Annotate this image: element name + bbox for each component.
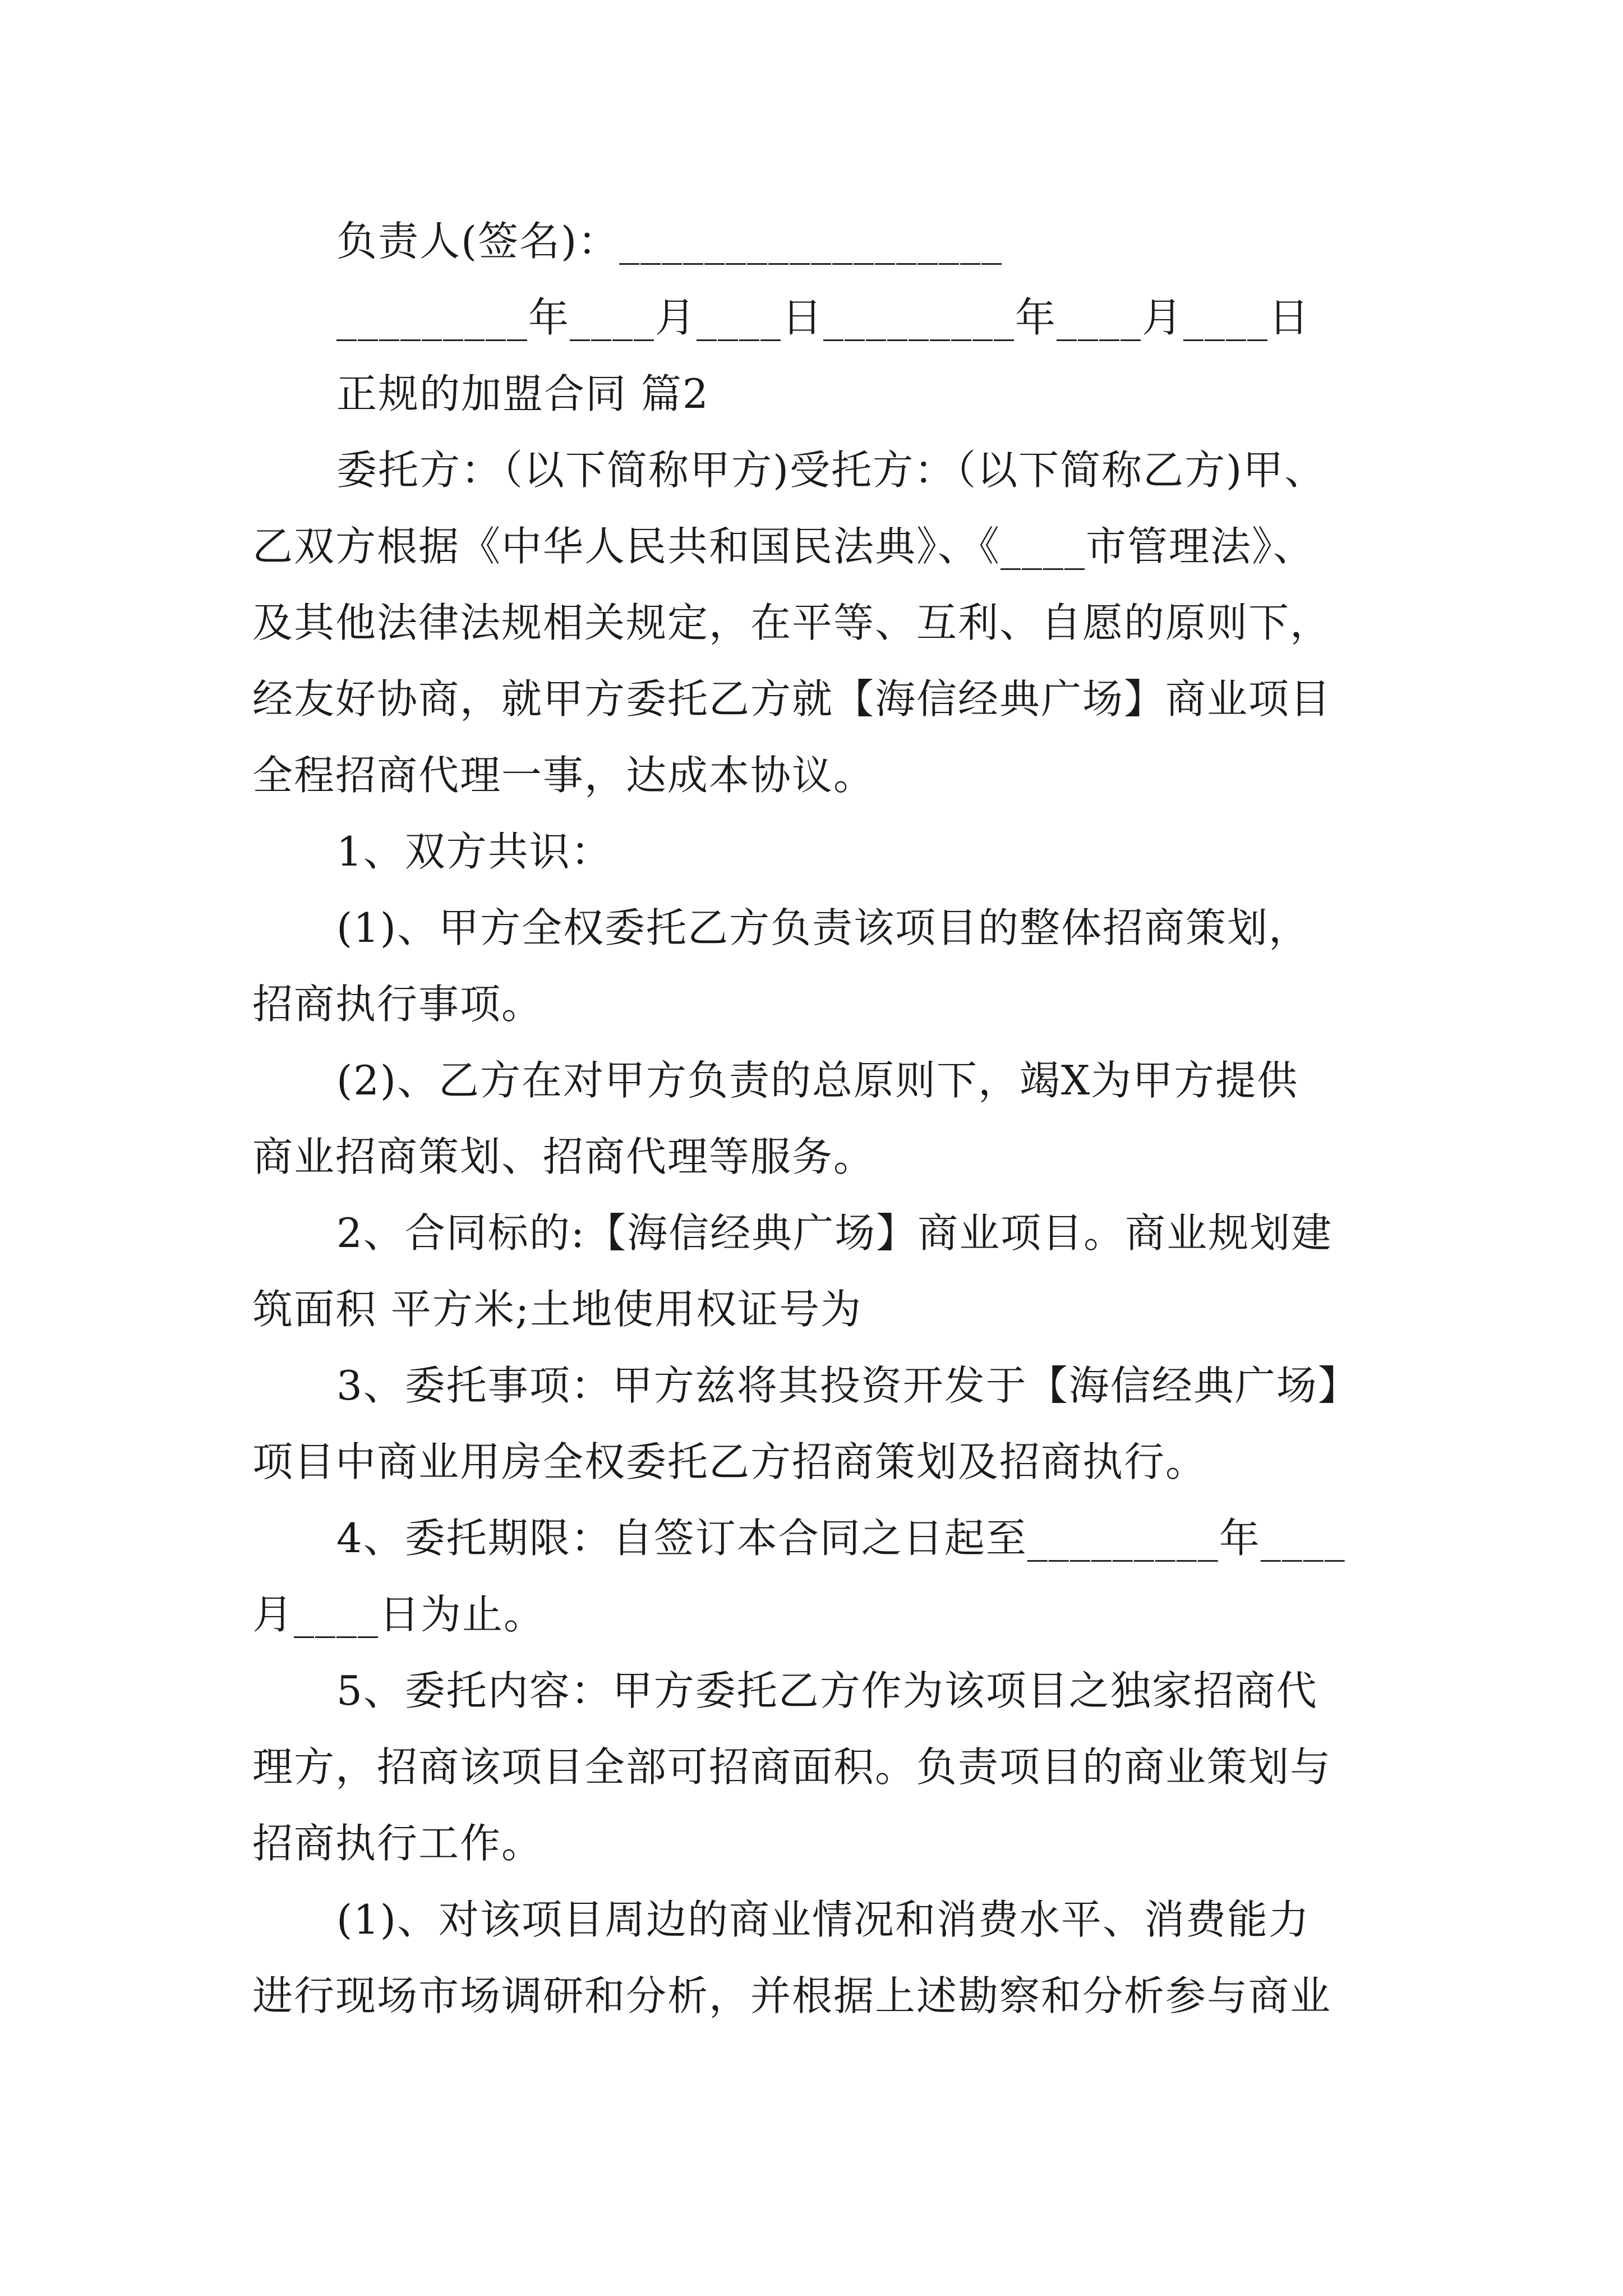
paragraph-line: 月____日为止。 (252, 1591, 546, 1638)
date-line: _________年____月____日_________年____月____日 (336, 294, 1310, 341)
paragraph-line: 及其他法律法规相关规定，在平等、互利、自愿的原则下， (252, 599, 1332, 646)
paragraph-line: 委托方：（以下简称甲方)受托方：（以下简称乙方)甲、 (336, 447, 1326, 494)
paragraph-line: 乙双方根据《中华人民共和国民法典》、《____市管理法》、 (252, 523, 1315, 570)
paragraph-line: 商业招商策划、招商代理等服务。 (252, 1133, 875, 1180)
paragraph-line: 3、委托事项：甲方兹将其投资开发于【海信经典广场】 (336, 1362, 1359, 1409)
paragraph-line: 筑面积 平方米;土地使用权证号为 (252, 1286, 863, 1333)
paragraph-line: 全程招商代理一事，达成本协议。 (252, 752, 875, 799)
paragraph-line: (2)、乙方在对甲方负责的总原则下，竭X为甲方提供 (336, 1057, 1299, 1104)
paragraph-line: 项目中商业用房全权委托乙方招商策划及招商执行。 (252, 1438, 1207, 1485)
paragraph-line: 招商执行工作。 (252, 1820, 543, 1867)
paragraph-line: 招商执行事项。 (252, 981, 543, 1028)
paragraph-line: (1)、对该项目周边的商业情况和消费水平、消费能力 (336, 1896, 1310, 1943)
paragraph-line: 4、委托期限：自签订本合同之日起至_________年____ (336, 1515, 1346, 1562)
paragraph-line: (1)、甲方全权委托乙方负责该项目的整体招商策划， (336, 904, 1310, 951)
clause-heading: 1、双方共识： (336, 828, 612, 875)
section-heading: 正规的加盟合同 篇2 (336, 370, 709, 417)
paragraph-line: 2、合同标的:【海信经典广场】商业项目。商业规划建 (336, 1209, 1333, 1257)
paragraph-line: 进行现场市场调研和分析，并根据上述勘察和分析参与商业 (252, 1972, 1332, 2019)
paragraph-line: 理方，招商该项目全部可招商面积。负责项目的商业策划与 (252, 1743, 1332, 1791)
signature-line: 负责人(签名)：__________________ (336, 218, 1003, 265)
paragraph-line: 经友好协商，就甲方委托乙方就【海信经典广场】商业项目 (252, 675, 1332, 723)
paragraph-line: 5、委托内容：甲方委托乙方作为该项目之独家招商代 (336, 1667, 1318, 1714)
